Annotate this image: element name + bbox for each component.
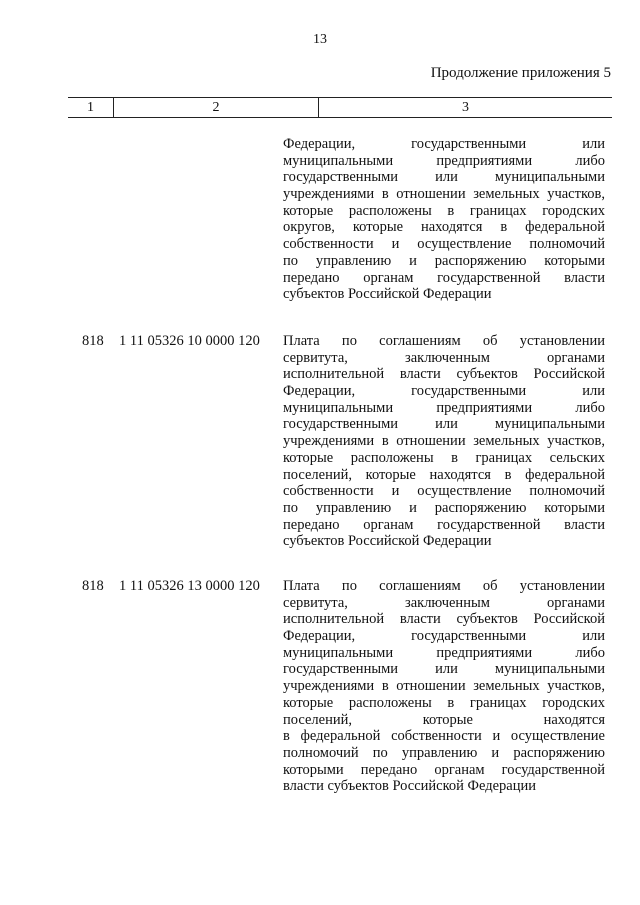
description-line: в федеральной собственности и осуществление	[283, 728, 605, 745]
description-line: муниципальными предприятиями либо	[283, 644, 605, 661]
description-line: государственными или муниципальными	[283, 416, 605, 433]
description-line: округов, которые находятся в федеральной	[283, 219, 605, 236]
description-line: субъектов Российской Федерации	[283, 533, 492, 550]
description-line: Федерации, государственными или	[283, 628, 605, 645]
income-description	[283, 136, 605, 303]
description-line: учреждениями в отношении земельных участков,	[283, 433, 605, 450]
description-line: сервитута, заключенным органами	[283, 594, 605, 611]
page-number: 13	[313, 32, 327, 47]
admin-code: 818	[82, 333, 104, 349]
description-line: которые расположены в границах сельских	[283, 449, 605, 466]
description-line: сервитута, заключенным органами	[283, 349, 605, 366]
description-line: субъектов Российской Федерации	[283, 286, 492, 303]
description-line: которыми передано органам государственной	[283, 761, 605, 778]
description-line: Федерации, государственными или	[283, 136, 605, 152]
description-line: учреждениями в отношении земельных участков,	[283, 678, 605, 695]
description-line: поселений, которые находятся в федеральной	[283, 466, 605, 483]
description-line: государственными или муниципальными	[283, 169, 605, 186]
description-line: передано органам государственной власти	[283, 516, 605, 533]
description-line: муниципальными предприятиями либо	[283, 152, 605, 169]
table-header-col-3: 3	[462, 100, 469, 115]
description-line: полномочий по управлению и распоряжению	[283, 744, 605, 761]
admin-code: 818	[82, 578, 104, 594]
budget-classification-code: 1 11 05326 10 0000 120	[119, 333, 260, 349]
description-line: власти субъектов Российской Федерации	[283, 778, 537, 795]
continuation-title: Продолжение приложения 5	[430, 65, 611, 81]
description-line: исполнительной власти субъектов Российской	[283, 366, 605, 383]
description-line: учреждениями в отношении земельных участков,	[283, 186, 605, 203]
budget-classification-code: 1 11 05326 13 0000 120	[119, 578, 260, 594]
description-line: по управлению и распоряжению которыми	[283, 252, 605, 269]
description-line: муниципальными предприятиями либо	[283, 399, 605, 416]
description-line: государственными или муниципальными	[283, 661, 605, 678]
description-line: передано органам государственной власти	[283, 269, 605, 286]
table-header-col-1: 1	[87, 100, 94, 115]
income-description	[283, 333, 605, 550]
income-description	[283, 578, 605, 795]
description-line: по управлению и распоряжению которыми	[283, 499, 605, 516]
description-line: Плата по соглашениям об установлении	[283, 333, 605, 349]
description-line: поселений, которые находятся	[283, 711, 605, 728]
description-line: собственности и осуществление полномочий	[283, 236, 605, 253]
description-line: собственности и осуществление полномочий	[283, 483, 605, 500]
description-line: Федерации, государственными или	[283, 383, 605, 400]
description-line: исполнительной власти субъектов Российской	[283, 611, 605, 628]
table-header-col-2: 2	[212, 100, 220, 115]
description-line: которые расположены в границах городских	[283, 694, 605, 711]
description-line: которые расположены в границах городских	[283, 202, 605, 219]
description-line: Плата по соглашениям об установлении	[283, 578, 605, 594]
table-header	[68, 97, 612, 118]
